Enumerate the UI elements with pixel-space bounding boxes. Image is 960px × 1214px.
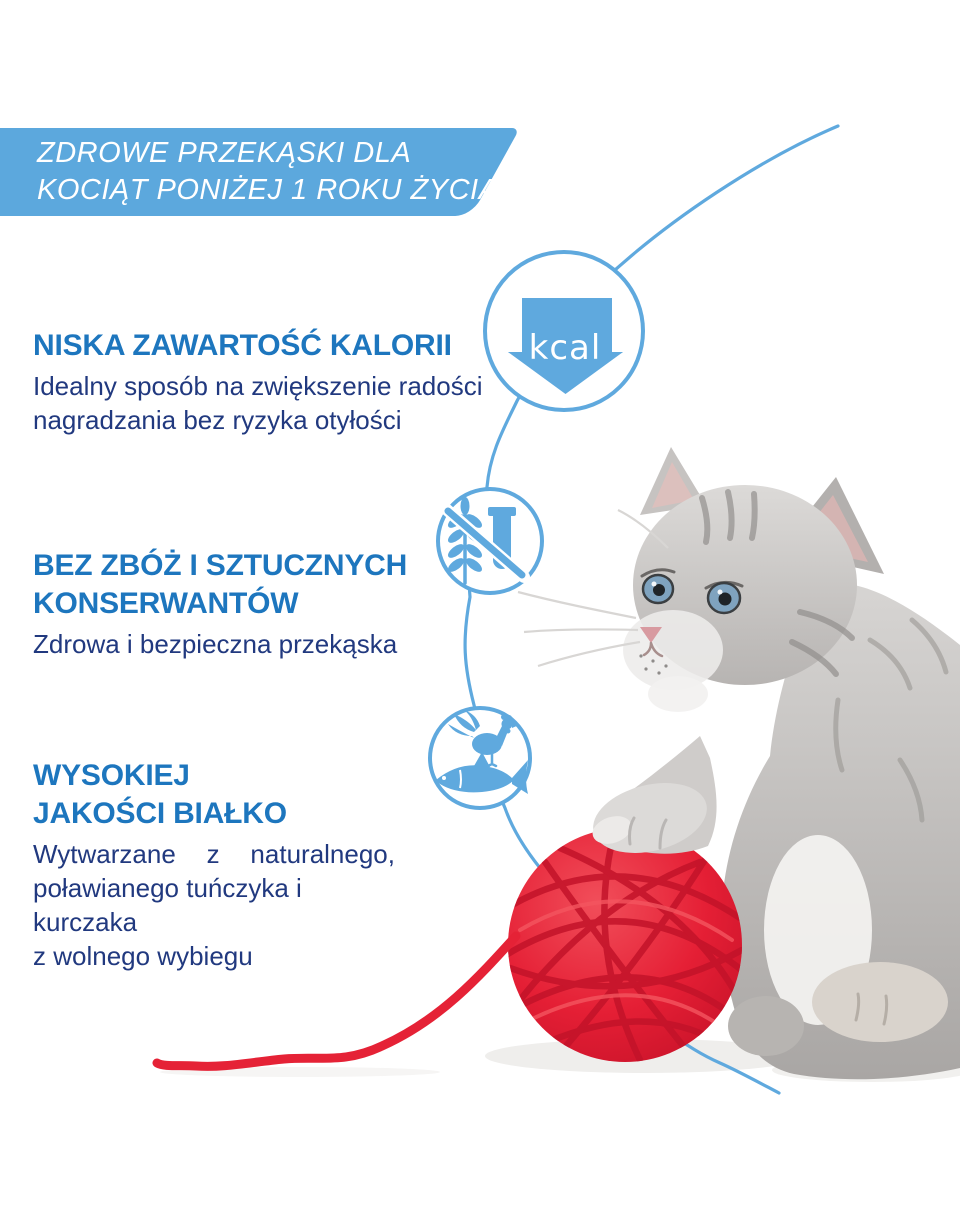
kcal-badge (483, 250, 645, 412)
no-grain-badge (436, 487, 544, 595)
section-body (33, 369, 482, 437)
banner (0, 128, 540, 216)
front-leg-on-ball (586, 736, 717, 864)
section-no-grain (33, 547, 407, 661)
section-heading (33, 547, 407, 623)
heading-line: WYSOKIEJ (33, 759, 190, 792)
section-low-calorie (33, 327, 482, 437)
heading-line: JAKOŚCI BIAŁKO (33, 797, 287, 830)
protein-badge (428, 706, 532, 810)
body-line: Wytwarzane z naturalnego, (33, 839, 395, 869)
chin (648, 676, 708, 712)
body-line: z wolnego wybiegu (33, 941, 253, 971)
section-body (33, 627, 407, 661)
tuna-silhouette (436, 752, 528, 794)
banner-title-line1: ZDROWE PRZEKĄSKI DLA (37, 137, 412, 169)
section-heading (33, 327, 482, 365)
crossed-wheat-and-test-tube-icon (440, 491, 540, 591)
body-line: nagradzania bez ryzyka otyłości (33, 405, 402, 435)
front-paw-lower (728, 996, 804, 1056)
section-protein (33, 757, 395, 973)
banner-title (37, 135, 498, 209)
heading-line: NISKA ZAWARTOŚĆ KALORII (33, 329, 452, 362)
section-body (33, 837, 395, 973)
heading-line: KONSERWANTÓW (33, 587, 299, 620)
kcal-down-arrow-icon (487, 254, 641, 408)
rooster-and-tuna-icon (432, 710, 528, 806)
body-line: Zdrowa i bezpieczna przekąska (33, 629, 398, 659)
body-line: poławianego tuńczyka i kurczaka (33, 873, 302, 937)
kcal-label: kcal (528, 328, 602, 368)
hind-paw (812, 962, 948, 1042)
body-line: Idealny sposób na zwiększenie radości (33, 371, 483, 401)
banner-title-line2: KOCIĄT PONIŻEJ 1 ROKU ŻYCIA (37, 174, 499, 206)
section-heading (33, 757, 395, 833)
heading-line: BEZ ZBÓŻ I SZTUCZNYCH (33, 549, 408, 582)
